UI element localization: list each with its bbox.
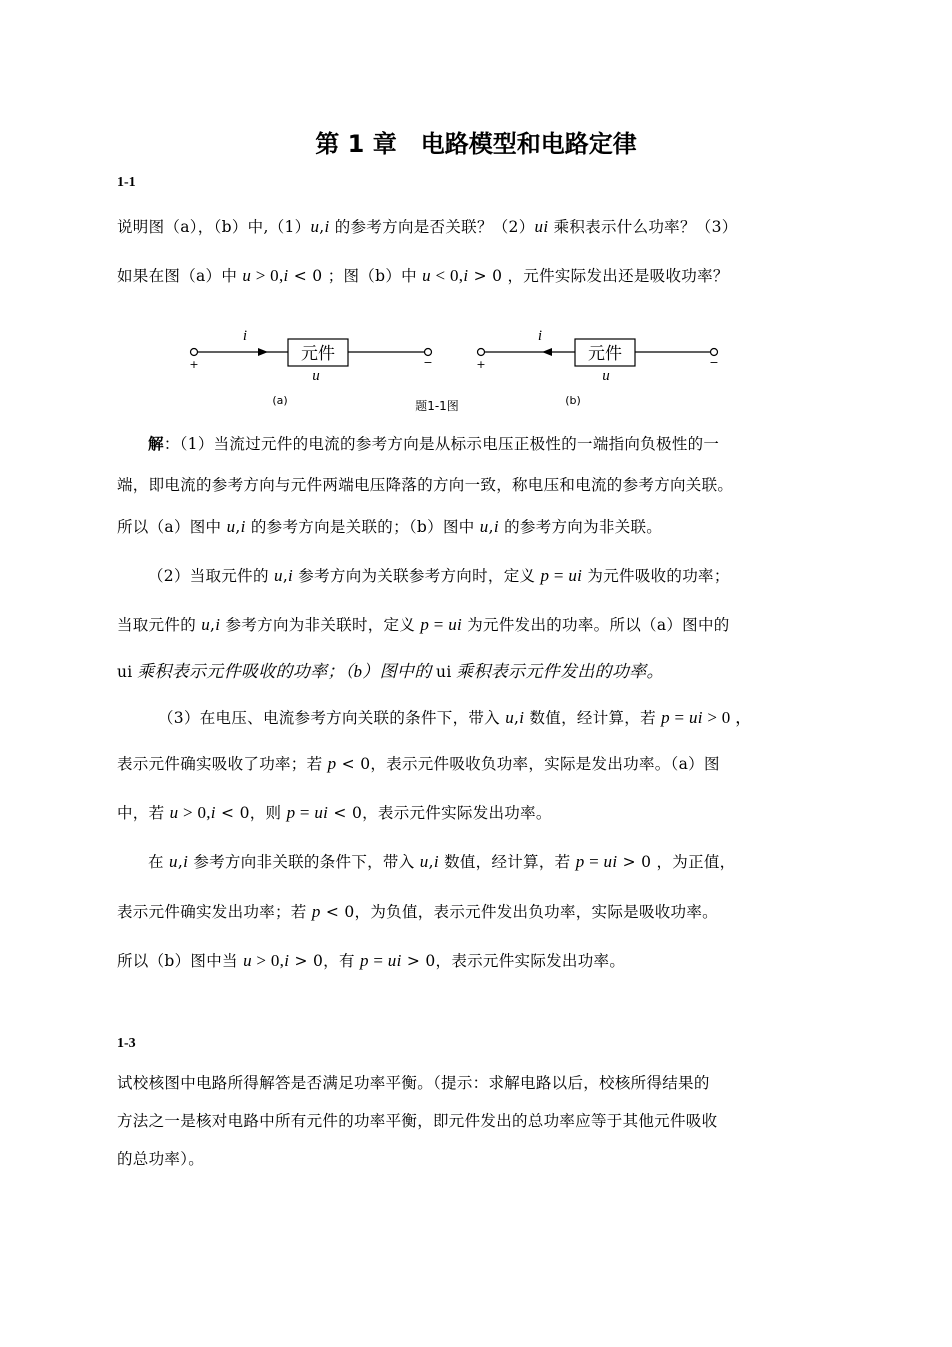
- math-var: u: [310, 217, 320, 236]
- text-segment: （3）在电压、电流参考方向关联的条件下，带入: [158, 709, 506, 727]
- question-1-3-line-3: 的总功率）。: [117, 1150, 205, 1168]
- math-var: i: [493, 517, 499, 536]
- math-var: p: [327, 754, 337, 773]
- answer-3-line-2: [117, 752, 841, 774]
- math-var: i: [240, 517, 246, 536]
- math-var: u: [422, 266, 431, 285]
- text-segment: < 0，则: [215, 804, 287, 822]
- text-segment: 参考方向非关联的条件下，带入: [188, 853, 420, 871]
- math-op: > 0,: [251, 951, 285, 970]
- answer-2-line-3: [117, 657, 841, 682]
- math-var: i: [288, 566, 294, 585]
- chapter-title: 第 1 章 电路模型和电路定律: [315, 130, 637, 158]
- math-var: i: [463, 266, 469, 285]
- math-var: ui: [387, 951, 402, 970]
- minus-sign-a: −: [423, 356, 433, 369]
- math-var: i: [283, 266, 289, 285]
- math-var: u: [242, 266, 252, 285]
- problem-label-1-1: 1-1: [117, 175, 136, 190]
- text-segment: 表示元件确实吸收了功率；若: [117, 755, 328, 773]
- math-var: i: [433, 852, 439, 871]
- text-segment: 参考方向为关联参考方向时，定义: [293, 567, 541, 585]
- answer-4-line-3: [117, 949, 841, 971]
- text-segment: > 0，表示元件实际发出功率。: [401, 952, 626, 970]
- terminal-a-right: [425, 349, 432, 356]
- math-var: ui: [448, 615, 463, 634]
- text-segment: < 0 ；图（b）中: [288, 267, 423, 285]
- question-line-2: [117, 264, 841, 286]
- math-var: i: [183, 852, 189, 871]
- terminal-b-left: [478, 349, 485, 356]
- element-label-a: 元件: [301, 344, 335, 364]
- answer-heading: 解: [148, 434, 164, 453]
- math-var: p: [540, 566, 550, 585]
- math-var: ui: [314, 803, 329, 822]
- current-label-a: i: [242, 328, 248, 344]
- caption-b: (b): [565, 394, 581, 407]
- math-op: > 0,: [251, 266, 284, 285]
- math-var: i: [519, 708, 525, 727]
- math-op: =: [669, 708, 689, 727]
- math-op: =: [549, 566, 569, 585]
- math-var: i: [284, 951, 290, 970]
- question-line-1: [117, 215, 841, 237]
- math-op: =: [295, 803, 315, 822]
- text-segment: 数值，经计算，若: [524, 709, 662, 727]
- text-segment: ui: [436, 663, 452, 681]
- text-segment: ,: [177, 853, 184, 871]
- math-var: i: [215, 615, 221, 634]
- text-segment: ,: [428, 853, 434, 871]
- text-segment: （2）当取元件的: [148, 567, 274, 585]
- text-segment: ui: [117, 663, 133, 681]
- text-segment: 乘积表示什么功率？（3）: [548, 218, 738, 236]
- plus-sign-a: +: [189, 358, 199, 371]
- math-var: ui: [534, 217, 549, 236]
- text-segment: 参考方向为非关联时，定义: [220, 616, 421, 634]
- text-segment: > 0 ，为正值，: [617, 853, 736, 871]
- math-var: u: [419, 852, 429, 871]
- math-var: u: [169, 852, 178, 871]
- answer-2-line-1: [148, 564, 841, 586]
- question-1-3-line-2: 方法之一是核对电路中所有元件的功率平衡，即元件发出的总功率应等于其他元件吸收: [117, 1112, 718, 1130]
- math-var: u: [274, 566, 283, 585]
- text-segment: < 0，表示元件吸收负功率，实际是发出功率。（a）图: [336, 755, 720, 773]
- text-segment: 所以（a）图中: [117, 518, 227, 536]
- math-var: p: [359, 951, 369, 970]
- math-var: ui: [603, 852, 618, 871]
- text-segment: 的参考方向为非关联。: [498, 518, 663, 536]
- math-var: 乘积表示元件吸收的功率；（b）图中的: [132, 662, 437, 681]
- math-op: > 0 ，: [702, 708, 753, 727]
- text-segment: 在: [148, 853, 170, 871]
- answer-1-text: ：（1）当流过元件的电流的参考方向是从标示电压正极性的一端指向负极性的一: [163, 435, 720, 453]
- text-segment: ,: [210, 616, 216, 634]
- math-var: p: [661, 708, 670, 727]
- current-arrow-b: [542, 348, 552, 356]
- text-segment: ,: [488, 518, 494, 536]
- answer-3-line-1: [158, 703, 841, 728]
- answer-1-line-1: [148, 432, 841, 454]
- text-segment: < 0，表示元件实际发出功率。: [328, 804, 552, 822]
- math-var: p: [286, 803, 296, 822]
- text-segment: 为元件吸收的功率；: [582, 567, 730, 585]
- answer-1-line-2: 端，即电流的参考方向与元件两端电压降落的方向一致，称电压和电流的参考方向关联。: [117, 476, 734, 494]
- text-segment: 为元件发出的功率。所以（a）图中的: [462, 616, 730, 634]
- voltage-label-b: u: [602, 368, 610, 384]
- text-segment: 如果在图（a）中: [117, 267, 243, 285]
- voltage-label-a: u: [312, 368, 320, 384]
- math-var: u: [243, 951, 252, 970]
- text-segment: 说明图（a），（b）中,（1）: [117, 218, 311, 236]
- text-segment: < 0，为负值，表示元件发出负功率，实际是吸收功率。: [320, 903, 718, 921]
- math-var: u: [169, 803, 179, 822]
- circuit-b: [476, 328, 718, 407]
- math-op: < 0,: [430, 266, 464, 285]
- figure-1-1: [150, 318, 770, 418]
- figure-caption: 题1-1图: [415, 399, 459, 413]
- answer-4-line-1: [148, 850, 841, 872]
- math-var: u: [201, 615, 211, 634]
- text-segment: 的参考方向是关联的；（b）图中: [245, 518, 480, 536]
- answer-3-line-3: [117, 801, 841, 823]
- text-segment: 表示元件确实发出功率；若: [117, 903, 312, 921]
- terminal-b-right: [711, 349, 718, 356]
- text-segment: > 0 ，元件实际发出还是吸收功率？: [468, 267, 729, 285]
- math-var: p: [311, 902, 321, 921]
- text-segment: ,: [282, 567, 289, 585]
- answer-4-line-2: [117, 900, 841, 922]
- problem-label-1-3: 1-3: [117, 1036, 136, 1051]
- current-arrow-a: [258, 348, 268, 356]
- plus-sign-b: +: [476, 358, 486, 371]
- text-segment: 中，若: [117, 804, 170, 822]
- question-1-3-line-1: 试校核图中电路所得解答是否满足功率平衡。（提示：求解电路以后，校核所得结果的: [117, 1074, 710, 1092]
- math-op: =: [429, 615, 449, 634]
- math-var: p: [575, 852, 585, 871]
- text-segment: 所以（b）图中当: [117, 952, 244, 970]
- answer-2-line-2: [117, 613, 841, 635]
- answer-1-line-3: [117, 515, 841, 537]
- terminal-a-left: [191, 349, 198, 356]
- math-var: 乘积表示元件发出的功率。: [451, 662, 664, 681]
- math-var: p: [420, 615, 430, 634]
- math-op: =: [368, 951, 388, 970]
- text-segment: > 0，有: [289, 952, 360, 970]
- math-var: i: [324, 217, 330, 236]
- math-var: u: [479, 517, 489, 536]
- math-var: ui: [688, 708, 703, 727]
- caption-a: (a): [272, 394, 288, 407]
- math-var: u: [505, 708, 515, 727]
- element-label-b: 元件: [588, 344, 622, 364]
- math-var: u: [226, 517, 236, 536]
- math-var: ui: [568, 566, 583, 585]
- text-segment: ,: [235, 518, 241, 536]
- text-segment: 数值，经计算，若: [438, 853, 576, 871]
- minus-sign-b: −: [709, 356, 719, 369]
- text-segment: 当取元件的: [117, 616, 202, 634]
- circuit-a: [189, 328, 432, 407]
- text-segment: ,: [514, 709, 520, 727]
- math-var: i: [210, 803, 216, 822]
- math-op: =: [584, 852, 604, 871]
- text-segment: ,: [319, 218, 325, 236]
- text-segment: 的参考方向是否关联？（2）: [329, 218, 535, 236]
- math-op: > 0,: [178, 803, 211, 822]
- current-label-b: i: [537, 328, 543, 344]
